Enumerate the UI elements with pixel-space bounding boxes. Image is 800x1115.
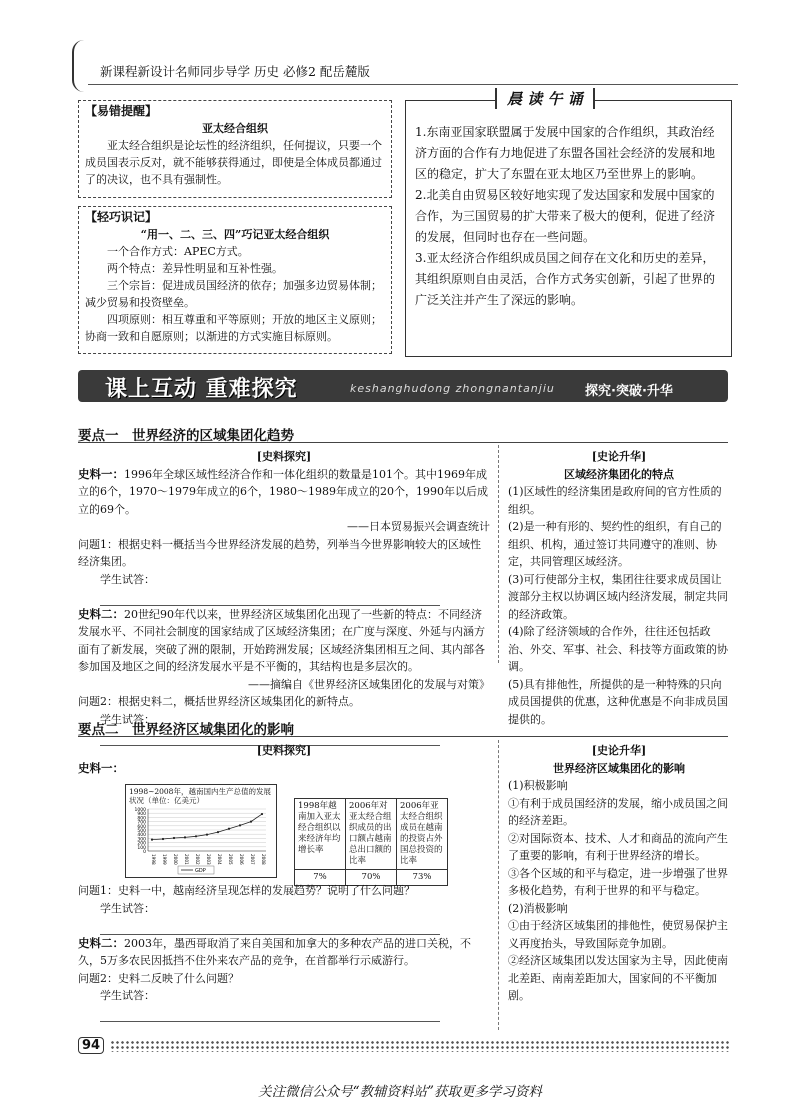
point1-theory-tag: [史论升华]	[591, 450, 647, 463]
gdp-point	[162, 838, 164, 840]
y-tick-label: 800	[137, 816, 146, 822]
theory-item: (1)区域性的经济集团是政府间的官方性质的组织。	[508, 485, 722, 516]
gdp-point	[206, 834, 208, 836]
theory-item: ②经济区域集团以发达国家为主导，因此使南北差距、南南差距加大，国家间的不平衡加剧。	[508, 954, 728, 1002]
x-tick-label: 2005	[228, 854, 233, 865]
point2-q1: 问题1：史料一中，越南经济呈现怎样的发展趋势？说明了什么问题？	[78, 884, 415, 897]
memory-line: 四项原则：相互尊重和平等原则；开放的地区主义原则；协商一致和自愿原则；以渐进的方式实施目标原则。	[85, 313, 382, 343]
x-tick-label: 2002	[195, 854, 200, 865]
point2-theory	[508, 742, 730, 1005]
point2-theory-tag: [史论升华]	[591, 744, 647, 757]
y-tick-label: 100	[137, 845, 146, 851]
point2-rule	[78, 736, 728, 737]
footer-dots	[110, 1040, 730, 1052]
point2-materials	[78, 882, 490, 1022]
y-tick-label: 400	[137, 833, 146, 839]
memory-line: 一个合作方式：APEC方式。	[107, 245, 249, 258]
tips-tag: 【易错提醒】	[85, 104, 158, 118]
header-divider	[88, 84, 738, 85]
gdp-point	[217, 831, 219, 833]
theory-item: (2)是一种有形的、契约性的组织，有自己的组织、机构，通过签订共同遵守的准则、协定，共同管理区域经济。	[508, 520, 722, 568]
memory-tag: 【轻巧识记】	[85, 210, 158, 224]
gdp-point	[151, 839, 153, 841]
point1-heading: 要点一 世界经济的区域集团化趋势	[78, 428, 294, 444]
morning-title: 晨 读 午 诵	[495, 88, 595, 109]
point2-explore-tag-wrap	[78, 742, 490, 777]
point1-m1-label: 史料一：	[78, 466, 124, 481]
point2-answer1: 学生试答：	[100, 901, 155, 915]
y-tick-label: 1000	[134, 808, 146, 813]
theory-item: (2)消极影响	[508, 901, 568, 915]
y-tick-label: 200	[137, 841, 146, 847]
table-cell: 70%	[346, 870, 397, 886]
point2-divider	[498, 740, 499, 1030]
banner-title: 课上互动 重难探究	[105, 377, 298, 402]
point1-q1: 问题1：根据史料一概括当今世界经济发展的趋势，列举当今世界影响较大的区域性经济集团。	[78, 537, 481, 568]
theory-item: ③各个区域的和平与稳定，进一步增强了世界多极化趋势，有利于世界的和平与稳定。	[508, 866, 728, 897]
point1-m2-label: 史料二：	[78, 606, 124, 621]
x-tick-label: 2000	[173, 854, 178, 865]
point1-m2-source: ——摘编自《世界经济区域集团化的发展与对策》	[248, 677, 490, 691]
gdp-point	[239, 824, 241, 826]
tips-box	[78, 100, 392, 198]
theory-item: (4)除了经济领域的合作外，往往还包括政治、外交、军事、社会、科技等方面政策的协调。	[508, 625, 728, 673]
point1-answer1: 学生试答：	[100, 572, 155, 586]
tips-title: 亚太经合组织	[202, 122, 268, 135]
theory-item: (5)具有排他性，所提供的是一种特殊的只向成员国提供的优惠，这种优惠是不向非成员国提供的。	[508, 677, 728, 726]
point1-m1-text: 1996年全球区域性经济合作和一体化组织的数量是101个。其中1969年成立的6个，1970～1979年成立的6个，1980～1989年成立的20个，1990年以后成立的69个。	[78, 467, 488, 516]
point1-explore-tag: [史料探究]	[256, 450, 312, 463]
tips-text: 亚太经合组织是论坛性的经济组织，任何提议，只要一个成员国表示反对，就不能够获得通过，即使是全体成员都通过了的决议，也不具有强制性。	[85, 139, 382, 186]
point1-answer2: 学生试答：	[100, 712, 155, 726]
point2-q2: 问题2：史料二反映了什么问题？	[78, 971, 239, 985]
memory-line: 三个宗旨：促进成员国经济的依存；加强多边贸易体制；减少贸易和投资壁垒。	[85, 279, 382, 309]
table-header: 2006年对亚太经合组织成员的出口额占越南总出口额的比率	[346, 799, 397, 870]
table-header: 2006年亚太经合组织成员在越南的投资占外国总投资的比率	[397, 799, 448, 870]
theory-item: ①有利于成员国经济的发展，缩小成员国之间的经济差距。	[508, 796, 728, 827]
x-tick-label: 2008	[261, 854, 266, 865]
x-tick-label: 2003	[206, 854, 211, 865]
x-tick-label: 2007	[250, 854, 255, 865]
morning-item: 1.东南亚国家联盟属于发展中国家的合作组织，其政治经济方面的合作有力地促进了东盟各国社会经济的发展和地区的稳定，扩大了东盟在亚太地区乃至世界上的影响。	[415, 125, 716, 181]
table-cell: 7%	[295, 870, 346, 886]
banner-motto: 探究·突破·升华	[585, 384, 673, 399]
y-tick-label: 900	[137, 812, 146, 818]
memory-title: “用一、二、三、四”巧记亚太经合组织	[140, 228, 330, 241]
gdp-point	[173, 837, 175, 839]
banner-pinyin: keshanghudong zhongnantanjiu	[350, 382, 555, 395]
point2-m2-label: 史料二：	[78, 935, 124, 950]
point1-materials	[78, 448, 490, 746]
gdp-chart-plot	[126, 805, 274, 875]
theory-item: (3)可行使部分主权，集团往往要求成员国让渡部分主权以协调区域内经济发展，制定共同的经济政策。	[508, 572, 728, 621]
gdp-point	[250, 821, 252, 823]
theory-item: ①由于经济区域集团的排他性，使贸易保护主义再度抬头，导致国际竞争加剧。	[508, 919, 728, 950]
point2-answer2: 学生试答：	[100, 989, 155, 1002]
point1-theory-title: 区域经济集团化的特点	[564, 467, 674, 481]
data-table	[294, 798, 448, 886]
y-tick-label: 500	[137, 829, 146, 834]
point1-divider	[498, 445, 499, 663]
answer-line[interactable]	[100, 922, 440, 935]
point1-m2-text: 20世纪90年代以来，世界经济区域集团化出现了一些新的特点：不同经济发展水平、不同社会制度的国家结成了区域经济集团；在广度与深度、外延与内涵方面有了新发展，突破了洲的限制，开始跨洲发展；区域经济集团相互之间、其内部各参加国及地区之间的经济发展水平是不平衡的，其结构也是多层次的。	[78, 607, 485, 673]
answer-line[interactable]	[100, 1009, 440, 1022]
point2-m1-label: 史料一：	[78, 760, 124, 775]
legend-label: GDP	[195, 868, 206, 874]
point1-q2: 问题2：根据史料二，概括世界经济区域集团化的新特点。	[78, 695, 360, 708]
y-tick-label: 300	[137, 837, 146, 843]
table-cell: 73%	[397, 870, 448, 886]
y-tick-label: 700	[137, 820, 146, 826]
point2-theory-title: 世界经济区域集团化的影响	[553, 761, 685, 775]
gdp-series-line	[152, 814, 262, 840]
theory-item: ②对国际资本、技术、人才和商品的流向产生了重要的影响，有利于世界经济的增长。	[508, 831, 728, 862]
memory-line: 两个特点：差异性明显和互补性强。	[107, 262, 283, 275]
point1-m1-source: ——日本贸易振兴会调查统计	[347, 520, 490, 533]
header-bracket	[72, 40, 88, 92]
point1-rule	[78, 442, 728, 443]
gdp-point	[195, 835, 197, 837]
page-header: 新课程新设计名师同步导学 历史 必修2 配岳麓版	[100, 64, 370, 79]
footer-note: 关注微信公众号“教辅资料站”获取更多学习资料	[258, 1084, 542, 1100]
point2-heading: 要点二 世界经济区域集团化的影响	[78, 722, 294, 738]
x-tick-label: 2001	[184, 854, 189, 865]
gdp-point	[228, 828, 230, 830]
chart-title: 1998~2008年，越南国内生产总值的发展状况（单位：亿美元）	[129, 787, 271, 805]
gdp-point	[184, 836, 186, 838]
memory-box	[78, 206, 392, 354]
answer-line[interactable]	[100, 593, 440, 606]
morning-item: 3.亚太经济合作组织成员国之间存在文化和历史的差异，其组织原则自由灵活，合作方式务实创新，引起了世界的广泛关注并产生了深远的影响。	[415, 251, 716, 307]
table-header: 1998年越南加入亚太经合组织以来经济年均增长率	[295, 799, 346, 870]
x-tick-label: 1998	[151, 854, 156, 865]
y-tick-label: 0	[143, 850, 146, 855]
theory-item: (1)积极影响	[508, 779, 568, 792]
point1-theory	[508, 448, 730, 728]
x-tick-label: 2006	[239, 854, 244, 865]
point2-m2-text: 2003年，墨西哥取消了来自美国和加拿大的多种农产品的进口关税，不久，5万多农民因抵挡不住外来农产品的竞争，在首都举行示威游行。	[78, 936, 471, 967]
y-tick-label: 600	[137, 824, 146, 830]
morning-item: 2.北美自由贸易区较好地实现了发达国家和发展中国家的合作，为三国贸易的扩大带来了极大的便利，促进了经济的发展，但同时也存在一些问题。	[415, 188, 716, 244]
gdp-point	[261, 813, 263, 815]
x-tick-label: 1999	[162, 854, 167, 865]
page-number: 94	[78, 1037, 104, 1054]
point2-explore-tag: [史料探究]	[256, 744, 312, 757]
morning-list	[415, 122, 725, 311]
x-tick-label: 2004	[217, 854, 222, 865]
